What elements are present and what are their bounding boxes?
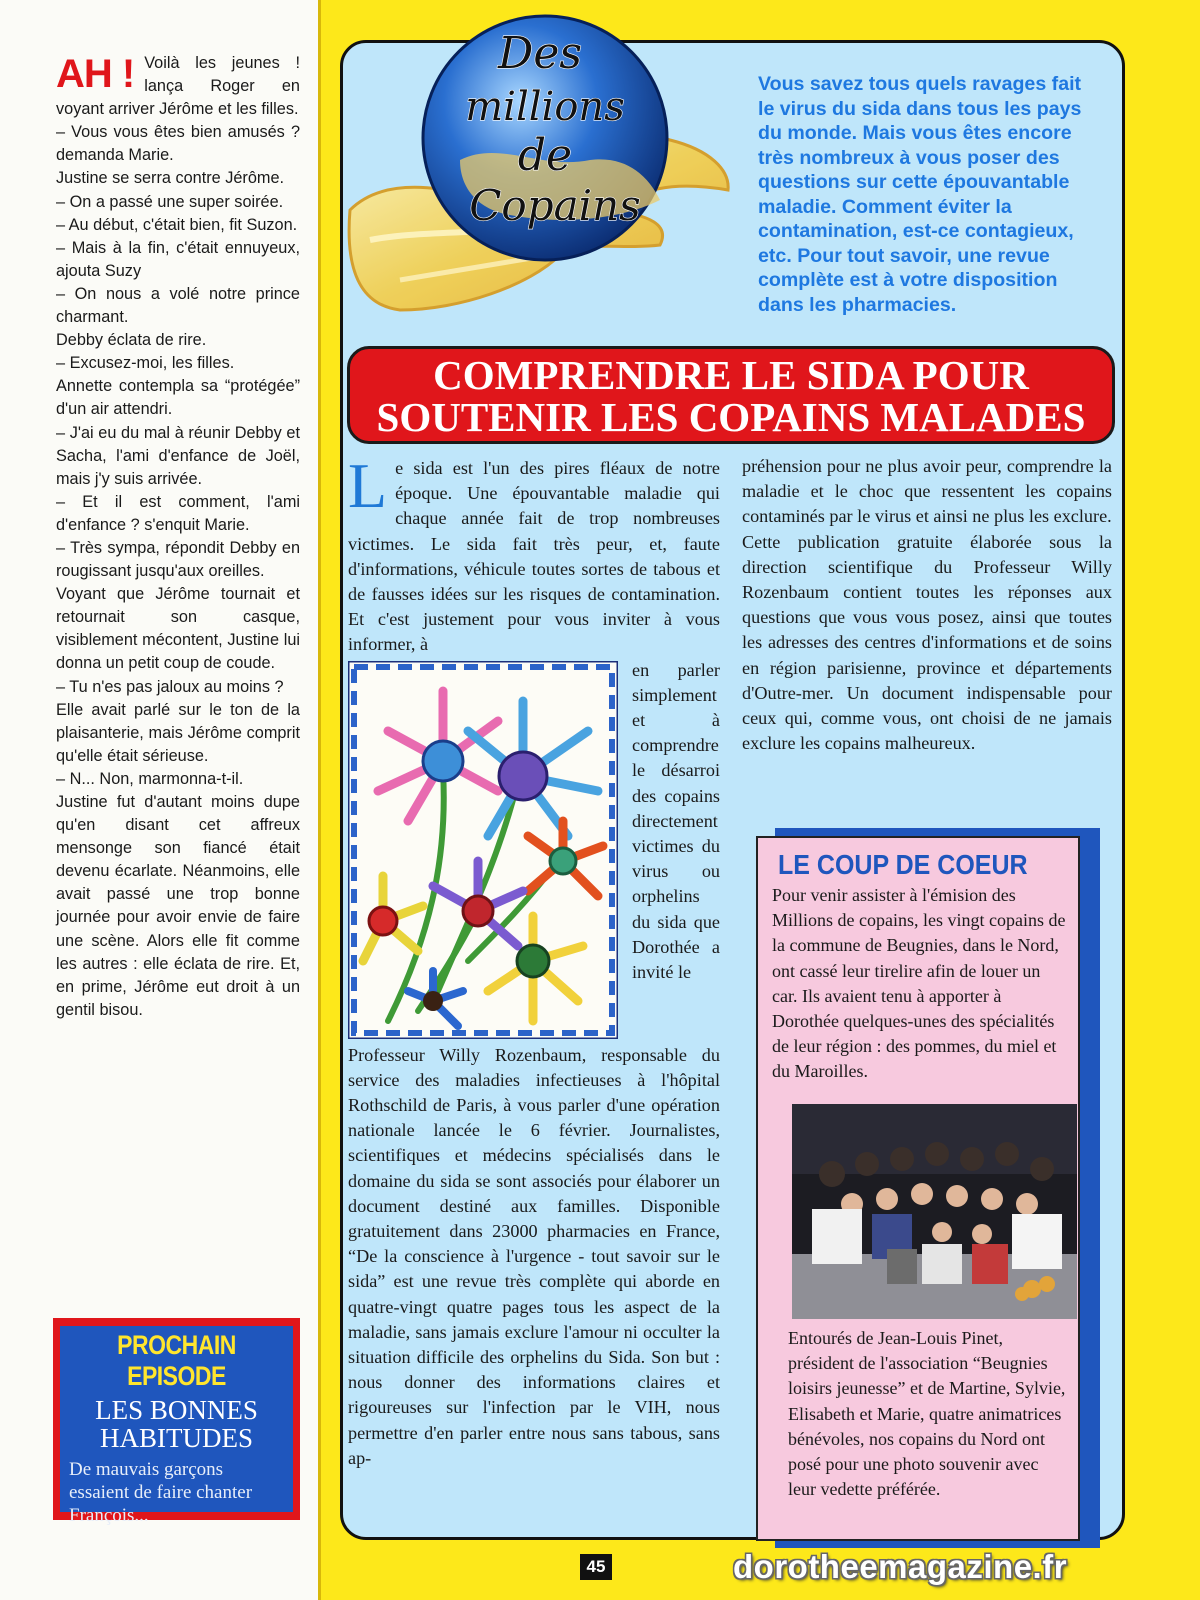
article-after-image: Professeur Willy Rozenbaum, responsable du service des maladies infectieuses à l'hôpital Rothschild de Paris, à vous parler d'une opération nationale lancée le 6 février. Journalistes, scientifiques et médecins spécialisés dans le domaine du sida se sont associés pour élaborer un document destiné aux familles. Disponible gratuitement dans 23000 pharmacies en France, “De la conscience à l'urgence - tout savoir sur le sida” est une revue très complète qui aborde en quatre-vingt quatre pages tous les aspect de la maladie, sans jamais exclure l'amour ni occulter la situation difficile des orphelins du Sida. Son but : nous donner des informations claires et rigoureuses sur l'infection par le VIH, nous permettre d'en parler entre nous sans tabous, sans ap-	[348, 1044, 720, 1468]
story-paragraph: Voyant que Jérôme tournait et retournait son casque, visiblement mécontent, Justine lui donna un petit coup de coude.	[56, 585, 300, 673]
logo-word-1: Des	[498, 28, 582, 79]
article-col2-p1: préhension pour ne plus avoir peur, comprendre la maladie et le choc que ressentent les copains contaminés par le virus et ainsi ne plus les exclure.	[742, 456, 1112, 527]
story-paragraph: Justine fut d'autant moins dupe qu'en disant cet affreux mensonge son fiancé était devenu écarlate. Néanmoins, elle avait passé une trop bonne journée pour avoir envie de faire une scène. Alors elle fit comme les autres : elle éclata de rire. Et, en prime, Jérôme eut droit à un gentil bisou.	[56, 793, 300, 1019]
next-episode-teaser: De mauvais garçons essaient de faire chanter François...	[69, 1459, 253, 1526]
article-column-2	[742, 454, 1112, 756]
story-paragraph: – Vous vous êtes bien amusés ? demanda Marie.	[56, 123, 300, 165]
logo-word-3: de	[517, 130, 573, 181]
logo-word-4: Copains	[469, 181, 641, 230]
story-paragraph: Annette contempla sa “protégée” d'un air attendri.	[56, 377, 300, 419]
story-paragraph: Elle avait parlé sur le ton de la plaisanterie, mais Jérôme comprit qu'elle était sérieuse.	[56, 700, 300, 765]
site-watermark: dorotheemagazine.fr	[733, 1548, 1068, 1585]
page-number: 45	[580, 1554, 612, 1580]
story-paragraph: – Très sympa, répondit Debby en rougissant jusqu'aux oreilles.	[56, 538, 300, 581]
story-paragraph: – Tu n'es pas jaloux au moins ?	[56, 677, 284, 696]
coup-de-coeur-title: LE COUP DE COEUR	[778, 850, 1028, 881]
photo-caption: Entourés de Jean-Louis Pinet, président de l'association “Beugnies loisirs jeunesse” et de Martine, Sylvie, Elisabeth et Marie, quatre animatrices bénévoles, nos copains du Nord ont posé pour une photo souvenir avec leur vedette préférée.	[788, 1328, 1066, 1500]
headline-line-1: COMPRENDRE LE SIDA POUR	[433, 352, 1029, 398]
article-beside-image: en parler simplement et à comprendre le désarroi des copains directement victimes du virus ou orphelins du sida que Dorothée a invité le	[632, 659, 720, 983]
group-photo	[792, 1104, 1077, 1319]
story-paragraph: – On nous a volé notre prince charmant.	[56, 284, 300, 327]
story-paragraph: – N... Non, marmonna-t-il.	[56, 769, 244, 788]
story-paragraph: – J'ai eu du mal à réunir Debby et Sacha, l'ami d'enfance de Joël, mais j'y suis arrivée.	[56, 423, 300, 488]
logo-word-2: millions	[465, 84, 625, 130]
left-column	[0, 0, 318, 1600]
headline-banner	[347, 346, 1115, 444]
story-paragraph: – Et il est comment, l'ami d'enfance ? s'enquit Marie.	[56, 492, 300, 534]
millions-de-copains-logo	[340, 10, 740, 330]
headline-line-2: SOUTENIR LES COPAINS MALADES	[376, 394, 1086, 440]
story-paragraph: – Mais à la fin, c'était ennuyeux, ajouta Suzy	[56, 238, 300, 280]
story-paragraph: – Excusez-moi, les filles.	[56, 354, 235, 373]
dropcap: L	[348, 450, 388, 521]
next-episode-title: LES BONNES HABITUDES	[95, 1395, 258, 1453]
story-paragraph: – On a passé une super soirée.	[56, 192, 284, 211]
next-episode-box	[53, 1318, 300, 1526]
coup-de-coeur-box	[756, 836, 1080, 1541]
headline	[350, 354, 1112, 438]
flower-drawing	[348, 661, 618, 1039]
next-episode-inner	[60, 1326, 293, 1526]
coup-de-coeur-text: Pour venir assister à l'émision des Millions de copains, les vingt copains de la commune de Beugnies, dans le Nord, ont cassé leur tirelire afin de louer un car. Ils avaient tenu à apporter à Dorothée quelques-unes des spécialités de leur région : des pommes, du miel et du Maroilles.	[772, 885, 1066, 1082]
article-column-1	[348, 450, 720, 1471]
story-paragraph: Debby éclata de rire.	[56, 331, 207, 350]
story-paragraph: Justine se serra contre Jérôme.	[56, 169, 285, 188]
article-lead: Le sida est l'un des pires fléaux de notre époque. Une épouvantable maladie qui chaque année fait de trop nombreuses victimes. Le sida fait très peur, et, faute d'informations, véhicule toutes sortes de tabous et de fausses idées sur les risques de contamination. Et c'est justement pour vous inviter à vous informer, à	[348, 450, 720, 655]
next-episode-label: PROCHAIN EPISODE	[117, 1329, 236, 1391]
article-col2-p2: Cette publication gratuite élaborée sous la direction scientifique du Professeur Willy Rozenbaum contient toutes les réponses aux questions que vous vous posez, ainsi que toutes les adresses des centres d'informations et de soins en région parisienne, province et départements d'Outre-mer. Un document indispensable pour ceux qui, comme vous, ont choisi de ne jamais exclure les copains malheureux.	[742, 531, 1112, 754]
story-text	[56, 52, 300, 1022]
story-paragraph: – Au début, c'était bien, fit Suzon.	[56, 215, 298, 234]
story-ah: AH !	[56, 52, 135, 96]
story-opening: AH ! Voilà les jeunes ! lança Roger en voyant arriver Jérôme et les filles.	[56, 52, 300, 119]
intro-text: Vous savez tous quels ravages fait le virus du sida dans tous les pays du monde. Mais vous êtes encore très nombreux à vous poser des questions sur cette épouvantable maladie. Comment éviter la contamination, est-ce contagieux, etc. Pour tout savoir, une revue complète est à votre disposition dans les pharmacies.	[758, 73, 1082, 316]
